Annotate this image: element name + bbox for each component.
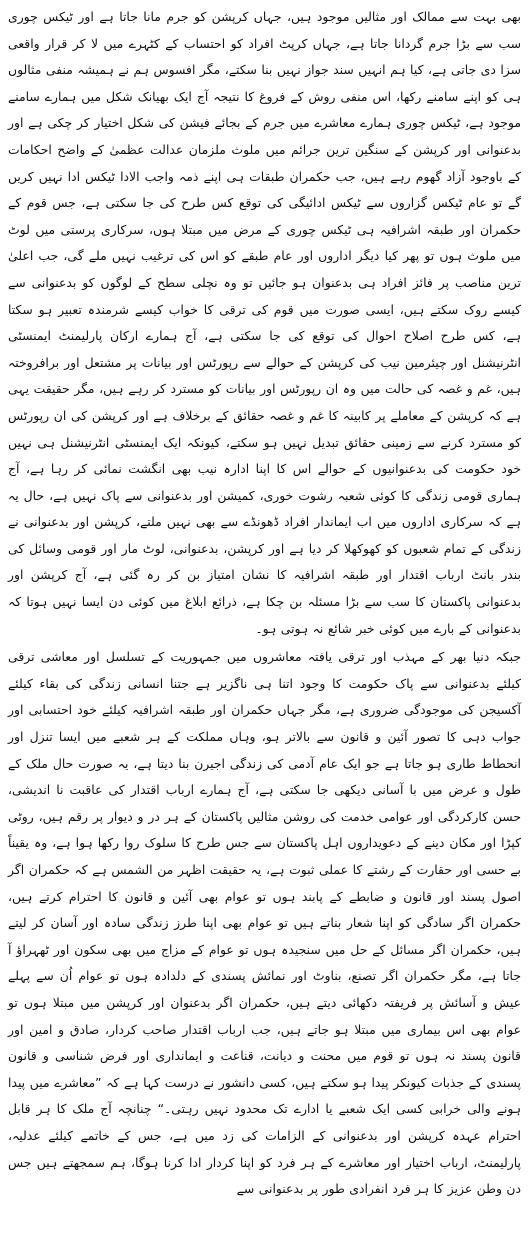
article-paragraph-1: بھی بہت سے ممالک اور مثالیں موجود ہیں، جہاں کرپشن کو جرم مانا جاتا ہے اور ٹیکس چوری سب سے بڑا جرم گردانا جاتا ہے، جہاں کرپٹ افراد کو احتساب کے کٹہرے میں لا کر قرار واقعی سزا دی جاتی ہے، کیا ہم انہیں سند جواز نہیں بنا سکتے، مگر افسوس ہم نے ہمیشہ منفی مثالوں ہی کو اپنے سامنے رکھا، اس منفی روش کے فروغ کا نتیجہ آج ایک بھیانک شکل میں ہمارے سامنے موجود ہے، ٹیکس چوری ہمارے معاشرے میں جرم کے بجائے فیشن کی شکل اختیار کر چکی ہے اور بدعنوانی اور کرپشن کے سنگین ترین جرائم میں ملوث ملزمان عدالت عظمیٰ کے واضح احکامات کے باوجود آزاد گھوم رہے ہیں، جب حکمران طبقات ہی اپنے ذمہ واجب الادا ٹیکس ادا نہیں کریں گے تو عام ٹیکس گزاروں سے ٹیکس ادائیگی کی توقع کس طرح کی جا سکتی ہے، جس قوم کے حکمران اور طبقہ اشرافیہ ہی ٹیکس چوری کے مرض میں مبتلا ہوں، سرکاری پرستی میں لوٹ میں ملوث ہوں تو پھر کیا دیگر اداروں اور عام طبقے کو اس کی ترغیب نہیں ملے گی، جب اعلیٰ ترین مناصب پر فائز افراد ہی بدعنوان ہو جائیں تو وہ نچلی سطح کے لوگوں کو بدعنوانی سے کیسے روک سکتے ہیں، ایسی صورت میں قوم کی ترقی کا خواب کیسے شرمندہ تعبیر ہو سکتا ہے، کس طرح اصلاح احوال کی توقع کی جا سکتی ہے، آج ہمارے ارکان پارلیمنٹ ایمنسٹی انٹرنیشنل اور چیئرمین نیب کی کرپشن کے حوالے سے رپورٹس اور بیانات پر مشتعل اور برافروختہ ہیں، غم و غصہ کی حالت میں وہ ان رپورٹس اور بیانات کو مسترد کر رہے ہیں، مگر حقیقت یہی ہے کہ کرپشن کے معاملے پر کابینہ کا غم و غصہ حقائق کے برخلاف ہے اور کرپشن کی ان رپورٹس کو مسترد کرنے سے زمینی حقائق تبدیل نہیں ہو سکتے، کیونکہ ایک ایمنسٹی انٹرنیشنل ہی نہیں خود حکومت کی بدعنوانیوں کے حوالے اس کا اپنا ادارہ نیب بھی انگشت نمائی کر رہا ہے، آج ہماری قومی زندگی کا کوئی شعبہ رشوت خوری، کمیشن اور بدعنوانی سے پاک نہیں ہے، حال یہ ہے کہ سرکاری اداروں میں اب ایماندار افراد ڈھونڈے سے بھی نہیں ملتے، کرپشن اور بدعنوانی نے زندگی کے تمام شعبوں کو کھوکھلا کر دیا ہے اور کرپشن، بدعنوانی، لوٹ مار اور قومی وسائل کی بندر بانٹ ارباب اقتدار اور طبقہ اشرافیہ کا نشان امتیاز بن کر رہ گئی ہے، آج کرپشن اور بدعنوانی پاکستان کا سب سے بڑا مسئلہ بن چکا ہے، ذرائع ابلاغ میں کوئی دن ایسا نہیں ہوتا کہ بدعنوانی کے بارے میں کوئی خبر شائع نہ ہوتی ہو۔ bbox=[8, 9, 521, 636]
article-paragraph-2: جبکہ دنیا بھر کے مہذب اور ترقی یافتہ معاشروں میں جمہوریت کے تسلسل اور معاشی ترقی کیلئے بدعنوانی سے پاک حکومت کا وجود اتنا ہی ناگزیر ہے جتنا انسانی زندگی کی بقاء کیلئے آکسیجن کی موجودگی ضروری ہے، مگر جہاں حکمران اور طبقہ اشرافیہ کیلئے خود احتسابی اور جواب دہی کا تصور آئین و قانون سے بالاتر ہو، وہاں مملکت کے ہر شعبے میں ایسا تنزل اور انحطاط طاری ہو جاتا ہے جو ایک عام آدمی کی زندگی اجیرن بنا دیتا ہے، یہ صورت حال ملک کے طول و عرض میں با آسانی دیکھی جا سکتی ہے، آج ہمارے ارباب اقتدار کی عاقبت نا اندیشی، حسن کارکردگی اور عوامی خدمت کی روشن مثالیں پاکستان کے ہر در و دیوار پر رقم ہیں، روٹی کپڑا اور مکان دینے کے دعویداروں اہل پاکستان سے جس طرح کا سلوک روا رکھا ہوا ہے، وہ یقیناً بے حسی اور حقارت کے رشتے کا عملی ثبوت ہے، یہ حقیقت اظہر من الشمس ہے کہ حکمران اگر اصول پسند اور قانون و ضابطے کے پابند ہوں تو عوام بھی آئین و قانون کا احترام کرتے ہیں، حکمران اگر سادگی کو اپنا شعار بناتے ہیں تو عوام بھی اپنا طرز زندگی سادہ اور آسان کر لیتے ہیں، حکمران اگر مسائل کے حل میں سنجیدہ ہوں تو عوام کے مزاج میں بھی سکون اور ٹھہراؤ آ جاتا ہے، مگر حکمران اگر تصنع، بناوٹ اور نمائش پسندی کے دلدادہ ہوں تو عوام اُن سے پہلے عیش و آسائش پر فریفتہ دکھائی دیتے ہیں، حکمران اگر بدعنوان اور کرپشن میں مبتلا ہوں تو عوام بھی اس بیماری میں مبتلا ہو جاتے ہیں، جب ارباب اقتدار صاحب کردار، صادق و امین اور قانون پسند نہ ہوں تو قوم میں محنت و دیانت، قناعت و ایمانداری اور فرض شناسی و قانون پسندی کے جذبات کیونکر پیدا ہو سکتے ہیں، کسی دانشور نے درست کہا ہے کہ ”معاشرے میں پیدا ہونے والی خرابی کسی ایک شعبے یا ادارے تک محدود نہیں رہتی۔“ چنانچہ آج ملک کا ہر قابل احترام عہدہ کرپشن اور بدعنوانی کے الزامات کی زد میں ہے، جس کے خاتمے کیلئے عدلیہ، پارلیمنٹ، ارباب اختیار اور معاشرے کے ہر فرد کو اپنا کردار ادا کرنا ہوگا، ہم سمجھتے ہیں جس دن وطن عزیز کا ہر فرد انفرادی طور پر بدعنوانی سے bbox=[8, 649, 521, 1197]
